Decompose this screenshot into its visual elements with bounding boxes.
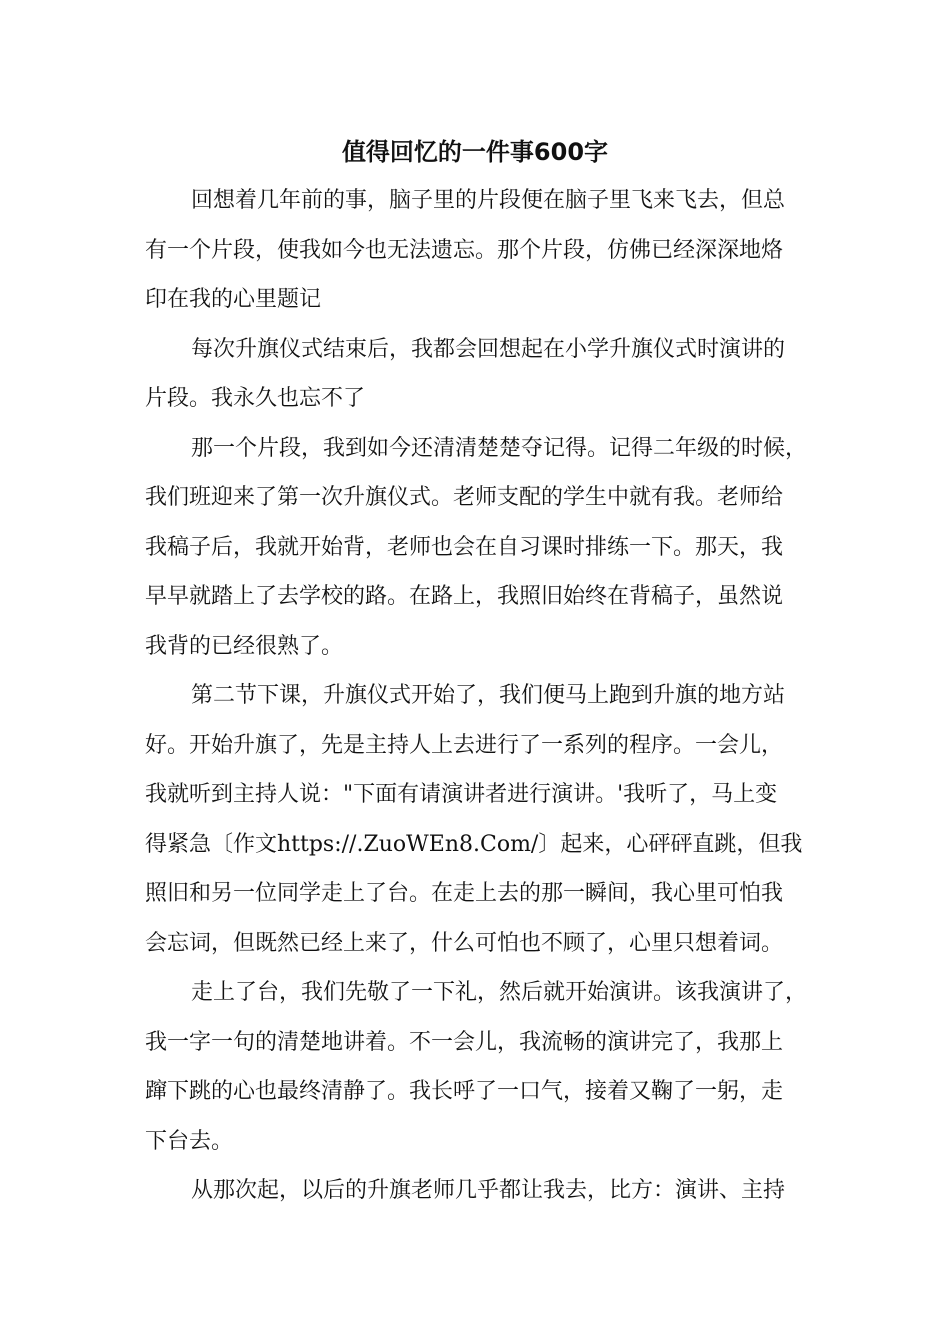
paragraph-line: 下台去。 [145,1128,234,1154]
paragraph-2 [145,325,825,424]
document-body [145,176,825,1216]
paragraph-line: 好。开始升旗了，先是主持人上去进行了一系列的程序。一会儿， [145,732,784,758]
paragraph-line: 走上了台，我们先敬了一下礼，然后就开始演讲。该我演讲了， [191,980,808,1005]
paragraph-5 [145,968,825,1166]
paragraph-line: 从那次起，以后的升旗老师几乎都让我去，比方：演讲、主持 [191,1178,786,1203]
paragraph-line: 我一字一句的清楚地讲着。不一会儿，我流畅的演讲完了，我那上 [145,1029,784,1055]
paragraph-3 [145,424,825,672]
paragraph-1 [145,176,825,325]
paragraph-line: 回想着几年前的事，脑子里的片段便在脑子里飞来飞去，但总 [191,188,786,213]
paragraph-line: 会忘词，但既然已经上来了，什么可怕也不顾了，心里只想着词。 [145,930,784,956]
paragraph-line: 得紧急〔作文https://.ZuoWEn8.Com/〕起来，心砰砰直跳，但我 [145,831,803,857]
paragraph-line: 有一个片段，使我如今也无法遗忘。那个片段，仿佛已经深深地烙 [145,237,784,263]
paragraph-line: 每次升旗仪式结束后，我都会回想起在小学升旗仪式时演讲的 [191,336,786,362]
paragraph-line: 我稿子后，我就开始背，老师也会在自习课时排练一下。那天，我 [145,534,784,560]
paragraph-line: 我们班迎来了第一次升旗仪式。老师支配的学生中就有我。老师给 [145,485,784,510]
paragraph-line: 我背的已经很熟了。 [145,633,344,659]
paragraph-line: 照旧和另一位同学走上了台。在走上去的那一瞬间，我心里可怕我 [145,881,784,906]
paragraph-line: 片段。我永久也忘不了 [145,386,366,411]
document-title: 值得回忆的一件事600字 [341,138,609,166]
paragraph-6 [145,1166,825,1216]
paragraph-line: 早早就踏上了去学校的路。在路上，我照旧始终在背稿子，虽然说 [145,584,784,609]
paragraph-line: 印在我的心里题记 [145,287,322,312]
paragraph-line: 我就听到主持人说："下面有请演讲者进行演讲。'我听了，马上变 [145,782,778,807]
paragraph-line: 第二节下课，升旗仪式开始了，我们便马上跑到升旗的地方站 [191,683,786,708]
paragraph-line: 那一个片段，我到如今还清清楚楚夺记得。记得二年级的时候， [191,435,808,461]
paragraph-line: 蹿下跳的心也最终清静了。我长呼了一口气，接着又鞠了一躬，走 [145,1079,784,1104]
paragraph-4 [145,671,825,968]
